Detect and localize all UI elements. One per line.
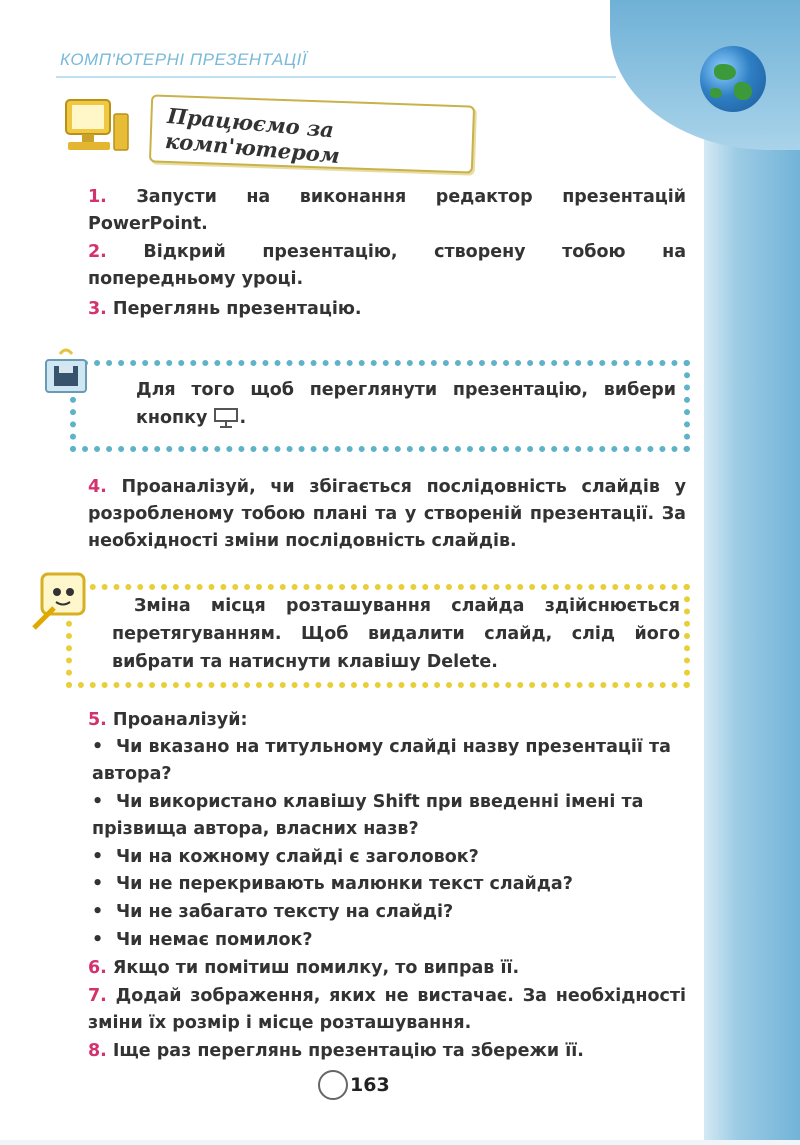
page-ornament-icon (318, 1070, 348, 1100)
step-3: 3. Переглянь презентацію. (88, 299, 362, 319)
globe-icon (700, 46, 766, 112)
step-8: 8. Іще раз переглянь презентацію та збережи її. (88, 1041, 584, 1061)
activity-banner (149, 94, 475, 173)
bottom-edge (0, 1140, 800, 1145)
notepad-pencil-icon (30, 566, 100, 636)
step-4: 4. Проаналізуй, чи збігається послідовність слайдів у розробленому тобою плані та у створеній презентації. За необхідності зміни послідовність слайдів. (88, 477, 687, 551)
page-sidebar-decoration (704, 0, 800, 1145)
step-5: 5. Проаналізуй: (88, 710, 248, 730)
list-item: • Чи немає помилок? (92, 930, 313, 950)
computer-icon (62, 96, 132, 158)
step-7: 7. Додай зображення, яких не вистачає. За необхідності зміни їх розмір і місце розташування. (88, 986, 686, 1033)
page-number: 163 (350, 1074, 390, 1096)
list-item: • Чи використано клавішу Shift при введенні імені та прізвища автора, власних назв? (92, 792, 644, 839)
list-item: • Чи на кожному слайді є заголовок? (92, 847, 479, 867)
tip-yellow-text: Зміна місця розташування слайда здійснюється перетягуванням. Щоб видалити слайд, слід його вибрати та натиснути клавішу Delete. (112, 596, 680, 672)
floppy-monitor-icon (40, 344, 100, 404)
list-item: • Чи не перекривають малюнки текст слайда? (92, 874, 573, 894)
step-6: 6. Якщо ти помітиш помилку, то виправ її. (88, 958, 520, 978)
list-item: • Чи вказано на титульному слайді назву презентації та автора? (92, 737, 671, 784)
slideshow-icon (213, 407, 239, 429)
list-item: • Чи не забагато тексту на слайді? (92, 902, 454, 922)
header-divider (56, 76, 616, 78)
tip-blue-text: Для того щоб переглянути презентацію, вибери кнопку . (136, 380, 676, 428)
step-2: 2. Відкрий презентацію, створену тобою на попередньому уроці. (88, 242, 687, 289)
step-1: 1. Запусти на виконання редактор презентацій PowerPoint. (88, 187, 686, 234)
banner-text: Працюємо за комп'ютером (164, 103, 341, 169)
section-title: КОМП'ЮТЕРНІ ПРЕЗЕНТАЦІЇ (60, 50, 308, 69)
